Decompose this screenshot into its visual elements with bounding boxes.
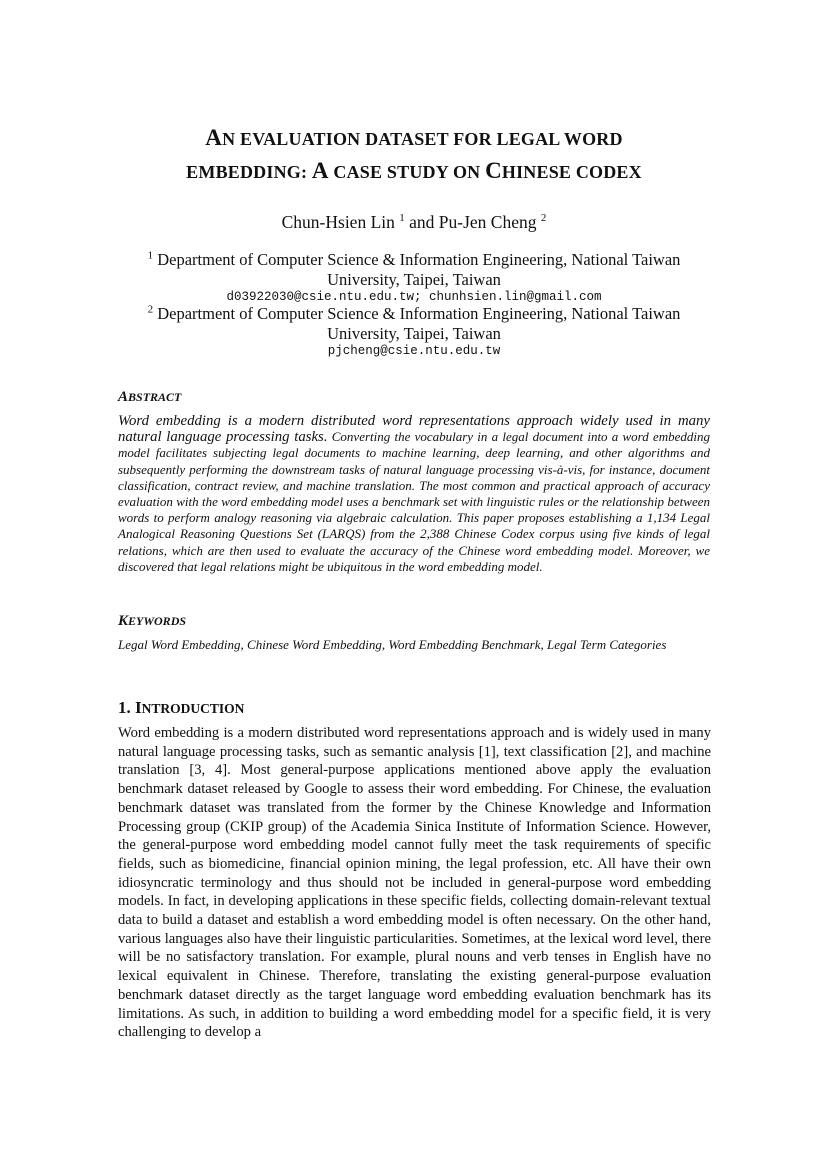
abstract-heading	[118, 387, 181, 407]
heading-capital: A	[118, 389, 129, 405]
affiliation-line	[80, 250, 748, 270]
affiliation-superscript: 1	[147, 249, 154, 262]
keywords-heading	[118, 611, 186, 631]
title-capital: A	[311, 158, 329, 183]
affiliation-text: Department of Computer Science & Information Engineering, National Taiwan	[157, 250, 681, 269]
affiliation-line	[80, 304, 748, 324]
affiliation-line: University, Taipei, Taiwan	[327, 270, 501, 289]
author-line	[80, 210, 748, 234]
paper-title	[80, 122, 748, 188]
author-superscript: 1	[399, 212, 405, 225]
author-connector: and	[404, 212, 439, 232]
heading-text: NTRODUCTION	[141, 701, 245, 716]
affiliation-2-email: pjcheng@csie.ntu.edu.tw	[327, 344, 501, 358]
abstract-body	[118, 413, 710, 575]
title-capital: C	[485, 158, 502, 183]
title-line-2	[80, 155, 748, 188]
title-line-1	[80, 122, 748, 155]
affiliation-text: Department of Computer Science & Information Engineering, National Taiwan	[157, 304, 681, 323]
title-capital: A	[205, 125, 223, 150]
author-superscript: 2	[540, 212, 547, 225]
keywords-body: Legal Word Embedding, Chinese Word Embedding, Word Embedding Benchmark, Legal Term Categories	[118, 637, 667, 652]
title-text: EMBEDDING:	[186, 162, 312, 182]
title-text: N EVALUATION DATASET FOR LEGAL WORD	[222, 129, 623, 149]
affiliation-1	[80, 250, 748, 290]
abstract-lead: Word embedding is a modern distributed word representations approach widely used in many natural language processing tasks.	[118, 413, 710, 446]
affiliation-2	[80, 304, 748, 344]
introduction-heading	[118, 697, 244, 720]
heading-capital: K	[118, 613, 129, 629]
affiliation-superscript: 2	[147, 303, 154, 316]
author-name: Chun-Hsien Lin	[281, 212, 395, 232]
introduction-body: Word embedding is a modern distributed word representations approach and is widely used in many natural language processing tasks, such as semantic analysis [1], text classification [2], and machine translation [3, 4]. Most general-purpose applications mentioned above apply the evaluation benchmark dataset released by Google to assess their word embedding. For Chinese, the evaluation benchmark dataset was translated from the former by the Chinese Knowledge and Information Processing group (CKIP group) of the Academia Sinica Institute of Information Science. However, the general-purpose word embedding model cannot fully meet the task requirements of specific fields, such as biomedicine, financial opinion mining, the legal profession, etc. All have their own idiosyncratic terminology and thus should not be included in general-purpose word embedding models. In fact, in developing applications in these specific fields, collecting domain-relevant textual data to build a dataset and establish a word embedding model is often necessary. On the other hand, various languages also have their linguistic particularities. Sometimes, at the lexical word level, there will be no satisfactory translation. For example, plural nouns and verb tenses in English have no lexical equivalent in Chinese. Therefore, translating the existing general-purpose evaluation benchmark dataset directly as the target language word embedding evaluation benchmark has its limitations. As such, in addition to building a word embedding model for a specific field, it is very challenging to develop a	[118, 725, 711, 1041]
affiliation-line: University, Taipei, Taiwan	[327, 324, 501, 343]
abstract-text: Converting the vocabulary in a legal document into a word embedding model facilitates subjecting legal documents to machine learning, deep learning, and other algorithms and subsequently performing the downstream tasks of natural language processing vis-à-vis, for instance, document classification, contract review, and machine translation. The most common and practical approach of accuracy evaluation with the word embedding model uses a benchmark set with linguistic rules or the relationship between words to perform analogy reasoning via algebraic calculation. This paper proposes establishing a 1,134 Legal Analogical Reasoning Questions Set (LARQS) from the 2,388 Chinese Codex corpus using five kinds of legal relations, which are then used to evaluate the accuracy of the Chinese word embedding model. Moreover, we discovered that legal relations might be ubiquitous in the word embedding model.	[118, 429, 711, 574]
affiliation-1-email: d03922030@csie.ntu.edu.tw; chunhsien.lin@gmail.com	[226, 290, 602, 304]
heading-text: BSTRACT	[128, 390, 182, 404]
heading-number: 1. I	[118, 698, 142, 717]
author-name: Pu-Jen Cheng	[438, 212, 537, 232]
title-text: HINESE CODEX	[501, 162, 642, 182]
heading-text: EYWORDS	[128, 614, 187, 628]
title-text: CASE STUDY ON	[328, 162, 486, 182]
